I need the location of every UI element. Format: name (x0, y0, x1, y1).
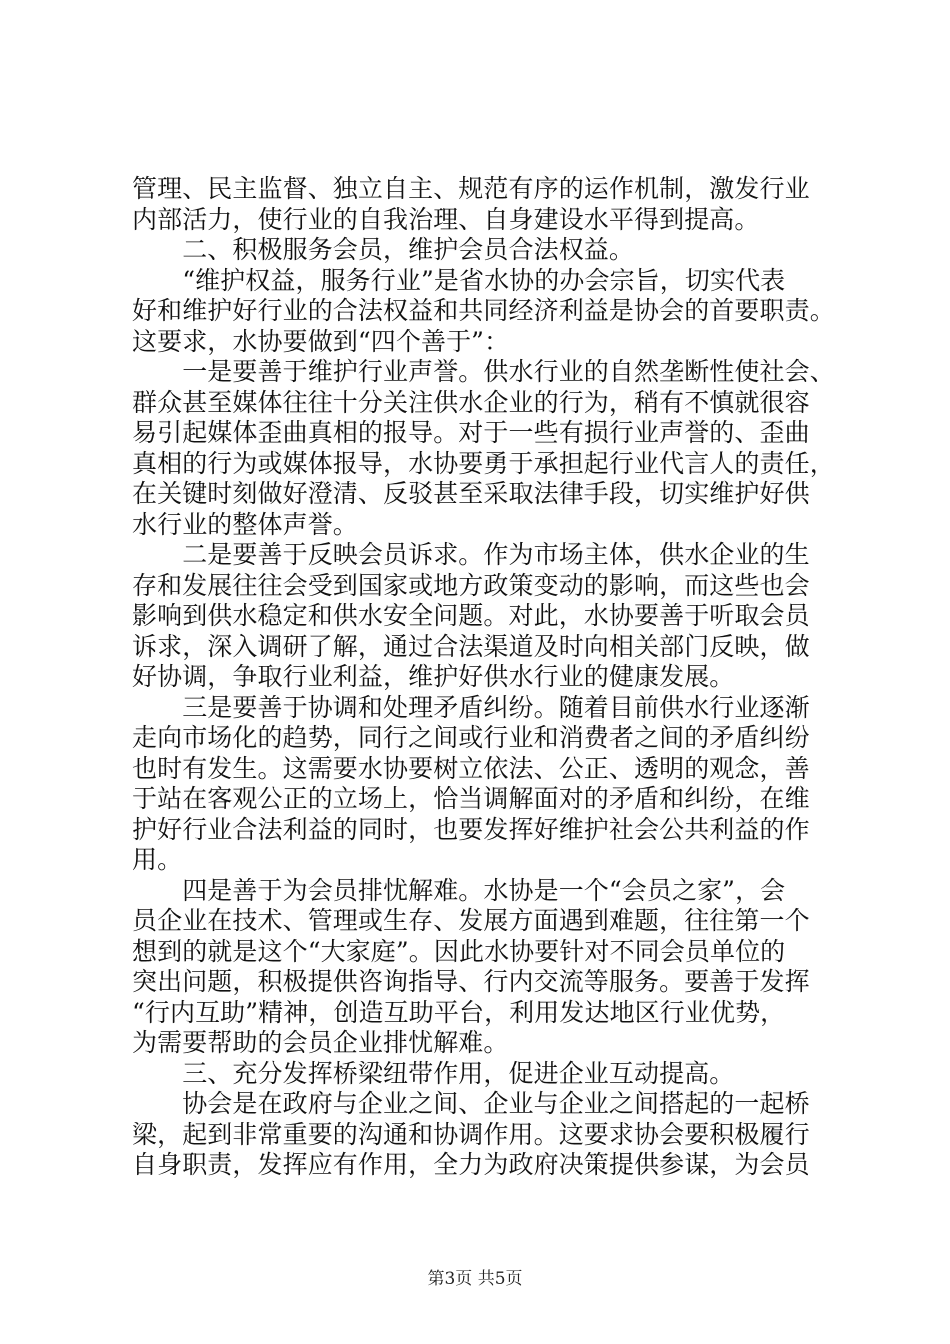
page-number-label: 第3页 共5页 (427, 1269, 523, 1289)
text-line: 梁，起到非常重要的沟通和协调作用。这要求协会要积极履行 (132, 1119, 810, 1149)
text-line: 真相的行为或媒体报导，水协要勇于承担起行业代言人的责任， (132, 448, 835, 478)
text-line: 自身职责，发挥应有作用，全力为政府决策提供参谋，为会员 (132, 1150, 810, 1179)
text-line: 协会是在政府与企业之间、企业与企业之间搭起的一起桥 (132, 1089, 810, 1118)
text-line: 水行业的整体声誉。 (132, 509, 358, 539)
page-footer (0, 1268, 950, 1290)
text-line: 这要求，水协要做到“四个善于”： (132, 326, 510, 356)
text-line: 影响到供水稳定和供水安全问题。对此，水协要善于听取会员 (132, 601, 810, 630)
text-line: “行内互助”精神，创造互助平台，利用发达地区行业优势， (132, 997, 786, 1027)
text-line: “维护权益，服务行业”是省水协的办会宗旨，切实代表 (132, 265, 786, 295)
text-line: 走向市场化的趋势，同行之间或行业和消费者之间的矛盾纠纷 (132, 723, 810, 752)
text-line: 诉求，深入调研了解，通过合法渠道及时向相关部门反映，做 (132, 631, 810, 661)
text-line: 在关键时刻做好澄清、反驳甚至采取法律手段，切实维护好供 (132, 479, 810, 508)
text-line: 好和维护好行业的合法权益和共同经济利益是协会的首要职责。 (132, 296, 835, 325)
text-line: 二是要善于反映会员诉求。作为市场主体，供水企业的生 (132, 540, 810, 569)
text-line: 三、充分发挥桥梁纽带作用，促进企业互动提高。 (132, 1058, 735, 1088)
text-line: 三是要善于协调和处理矛盾纠纷。随着目前供水行业逐渐 (132, 692, 810, 722)
text-line: 员企业在技术、管理或生存、发展方面遇到难题，往往第一个 (132, 906, 810, 935)
text-line: 好协调，争取行业利益，维护好供水行业的健康发展。 (132, 662, 735, 691)
text-line: 想到的就是这个“大家庭”。因此水协要针对不同会员单位的 (132, 936, 786, 966)
text-line: 为需要帮助的会员企业排忧解难。 (132, 1028, 509, 1057)
document-body (132, 174, 835, 1181)
text-line: 突出问题，积极提供咨询指导、行内交流等服务。要善于发挥 (132, 967, 810, 996)
text-line: 四是善于为会员排忧解难。水协是一个“会员之家”，会 (132, 875, 786, 905)
text-line: 群众甚至媒体往往十分关注供水企业的行为，稍有不慎就很容 (132, 387, 810, 417)
text-line: 存和发展往往会受到国家或地方政策变动的影响，而这些也会 (132, 570, 810, 600)
text-line: 一是要善于维护行业声誉。供水行业的自然垄断性使社会、 (132, 357, 835, 386)
text-line: 管理、民主监督、独立自主、规范有序的运作机制，激发行业 (132, 174, 810, 203)
text-line: 内部活力，使行业的自我治理、自身建设水平得到提高。 (132, 204, 760, 234)
text-line: 易引起媒体歪曲真相的报导。对于一些有损行业声誉的、歪曲 (132, 418, 810, 447)
text-line: 二、积极服务会员，维护会员合法权益。 (132, 235, 635, 264)
text-line: 护好行业合法利益的同时，也要发挥好维护社会公共利益的作 (132, 814, 810, 844)
text-line: 用。 (132, 845, 183, 874)
text-line: 于站在客观公正的立场上，恰当调解面对的矛盾和纠纷，在维 (132, 784, 810, 813)
text-line: 也时有发生。这需要水协要树立依法、公正、透明的观念，善 (132, 753, 810, 783)
